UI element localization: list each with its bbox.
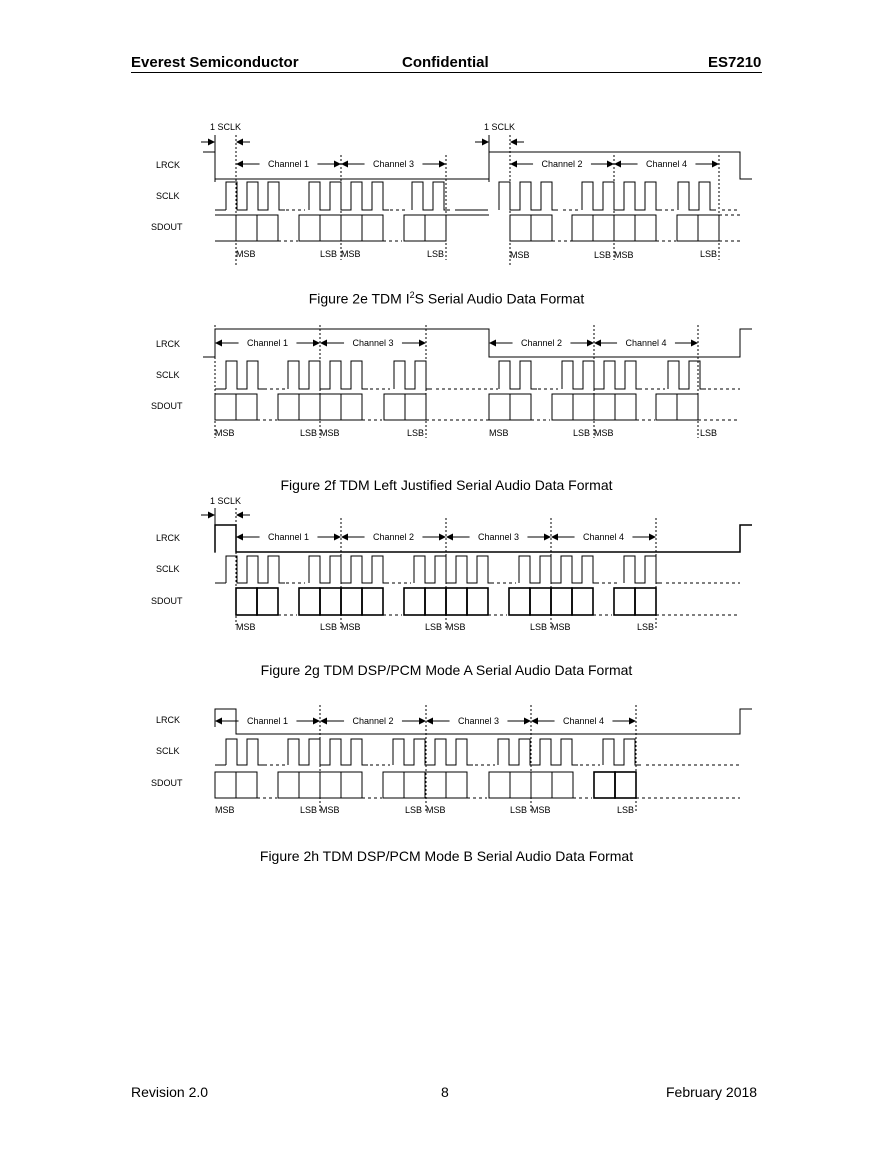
sclk-waveform — [624, 556, 662, 583]
sclk-waveform — [226, 739, 264, 765]
sdout-bit-cell — [551, 588, 572, 615]
sdout-bit-cell — [404, 772, 425, 798]
sclk-label: SCLK — [156, 370, 180, 380]
sdout-bit-cell — [615, 394, 636, 420]
lsb-label: LSB — [425, 622, 443, 632]
sclk-waveform — [678, 182, 716, 210]
sdout-bit-cell — [635, 215, 656, 241]
arrow-left-icon — [215, 718, 222, 725]
footer-date: February 2018 — [666, 1084, 758, 1100]
sdout-bit-cell — [489, 772, 510, 798]
channel-label: Channel 4 — [645, 159, 688, 169]
channel-label: Channel 4 — [625, 338, 667, 348]
sdout-bit-cell — [362, 215, 383, 241]
header-rule — [131, 72, 762, 73]
lrck-label: LRCK — [156, 339, 181, 349]
arrow-left-icon — [215, 340, 222, 347]
channel-label: Channel 2 — [541, 159, 583, 169]
figure-2g-timing-diagram — [0, 490, 893, 635]
sdout-bit-cell — [236, 394, 257, 420]
sclk-waveform — [309, 556, 389, 583]
sclk-waveform — [499, 361, 537, 389]
sdout-bit-cell — [446, 772, 467, 798]
sdout-label: SDOUT — [151, 222, 183, 232]
sdout-bit-cell — [278, 772, 299, 798]
arrow-left-icon — [341, 161, 348, 168]
lsb-label: LSB — [407, 428, 425, 438]
sdout-bit-cell — [236, 215, 257, 241]
arrow-left-icon — [531, 718, 538, 725]
sdout-bit-cell — [341, 772, 362, 798]
channel-label: Channel 3 — [457, 716, 500, 726]
msb-label: MSB — [551, 622, 571, 632]
sdout-bit-cell — [236, 772, 257, 798]
arrow-left-icon — [594, 340, 601, 347]
sclk-waveform — [393, 739, 473, 765]
msb-label: MSB — [426, 805, 446, 815]
msb-label: MSB — [510, 250, 530, 260]
header-part-number: ES7210 — [708, 54, 762, 71]
header-classification: Confidential — [402, 54, 489, 71]
arrow-left-icon — [341, 534, 348, 541]
lsb-label: LSB — [320, 622, 338, 632]
sdout-bit-cell — [635, 588, 656, 615]
arrow-right-icon — [334, 161, 341, 168]
lsb-label: LSB — [300, 428, 318, 438]
sdout-bit-cell — [341, 394, 362, 420]
sdout-bit-cell — [404, 588, 425, 615]
arrow-right-icon — [439, 161, 446, 168]
arrow-left-icon — [446, 534, 453, 541]
sdout-bit-cell — [341, 215, 362, 241]
arrow-left-icon — [236, 534, 243, 541]
sdout-bit-cell — [299, 588, 320, 615]
channel-label: Channel 1 — [246, 716, 289, 726]
arrow-right-icon — [587, 340, 594, 347]
sdout-bit-cell — [656, 394, 677, 420]
sdout-bit-cell — [614, 588, 635, 615]
lrck-label: LRCK — [156, 533, 181, 543]
footer-page-number: 8 — [441, 1084, 449, 1100]
arrow-right-icon — [313, 718, 320, 725]
sclk-waveform — [412, 182, 450, 210]
arrow-left-icon — [236, 139, 243, 146]
sdout-bit-cell — [320, 215, 341, 241]
sdout-bit-cell — [278, 394, 299, 420]
lsb-label: LSB — [427, 249, 445, 259]
msb-label: MSB — [215, 805, 235, 815]
lsb-label: LSB — [510, 805, 528, 815]
sdout-bit-cell — [320, 588, 341, 615]
sdout-bit-cell — [531, 215, 552, 241]
lsb-label: LSB — [530, 622, 548, 632]
footer-revision: Revision 2.0 — [131, 1084, 209, 1100]
msb-label: MSB — [236, 622, 256, 632]
sdout-bit-cell — [510, 394, 531, 420]
channel-label: Channel 4 — [582, 532, 625, 542]
sclk-waveform — [394, 361, 432, 389]
lsb-label: LSB — [700, 249, 718, 259]
sdout-bit-cell — [531, 772, 552, 798]
sdout-bit-cell — [510, 215, 531, 241]
sdout-bit-cell — [425, 588, 446, 615]
sdout-bit-cell — [257, 215, 278, 241]
sclk-label: SCLK — [156, 746, 180, 756]
arrow-right-icon — [544, 534, 551, 541]
sdout-bit-cell — [341, 588, 362, 615]
channel-label: Channel 4 — [562, 716, 605, 726]
sclk-waveform — [582, 182, 662, 210]
arrow-right-icon — [607, 161, 614, 168]
arrow-right-icon — [712, 161, 719, 168]
figure-2e-timing-diagram — [0, 110, 893, 270]
arrow-right-icon — [629, 718, 636, 725]
sdout-bit-cell — [467, 588, 488, 615]
lsb-label: LSB — [405, 805, 423, 815]
sdout-bit-cell — [594, 394, 615, 420]
sdout-bit-cell — [384, 394, 405, 420]
sdout-bit-cell — [215, 394, 236, 420]
sdout-bit-cell — [698, 215, 719, 241]
arrow-right-icon — [208, 139, 215, 146]
arrow-right-icon — [419, 340, 426, 347]
figure-2h-timing-diagram — [0, 700, 893, 820]
sdout-bit-cell — [257, 588, 278, 615]
sdout-bit-cell — [320, 772, 341, 798]
sdout-bit-cell — [530, 588, 551, 615]
sdout-bit-cell — [215, 772, 236, 798]
sclk-label: SCLK — [156, 564, 180, 574]
sdout-bit-cell — [572, 588, 593, 615]
sclk-waveform — [519, 556, 599, 583]
msb-label: MSB — [341, 249, 361, 259]
sdout-bit-cell — [299, 215, 320, 241]
arrow-right-icon — [334, 534, 341, 541]
figure-2f-caption: Figure 2f TDM Left Justified Serial Audio Data Format — [280, 477, 613, 493]
sclk-label: SCLK — [156, 191, 180, 201]
msb-label: MSB — [489, 428, 509, 438]
msb-label: MSB — [594, 428, 614, 438]
lrck-label: LRCK — [156, 160, 181, 170]
sdout-label: SDOUT — [151, 401, 183, 411]
channel-label: Channel 3 — [352, 338, 394, 348]
sdout-bit-cell — [446, 588, 467, 615]
sdout-bit-cell — [552, 394, 573, 420]
arrow-right-icon — [482, 139, 489, 146]
sdout-bit-cell — [594, 772, 615, 798]
sdout-bit-cell — [677, 394, 698, 420]
msb-label: MSB — [531, 805, 551, 815]
arrow-left-icon — [320, 718, 327, 725]
sdout-label: SDOUT — [151, 596, 183, 606]
figure-2f-timing-diagram — [0, 320, 893, 445]
sclk-waveform — [499, 182, 558, 210]
channel-label: Channel 1 — [267, 532, 310, 542]
sclk-waveform — [498, 739, 578, 765]
sdout-bit-cell — [299, 394, 320, 420]
arrow-right-icon — [691, 340, 698, 347]
msb-label: MSB — [341, 622, 361, 632]
sdout-bit-cell — [489, 394, 510, 420]
lsb-label: LSB — [637, 622, 655, 632]
arrow-left-icon — [320, 340, 327, 347]
figure-2g-caption: Figure 2g TDM DSP/PCM Mode A Serial Audio Data Format — [260, 662, 633, 678]
arrow-left-icon — [510, 139, 517, 146]
channel-label: Channel 2 — [520, 338, 563, 348]
sdout-bit-cell — [425, 215, 446, 241]
lsb-label: LSB — [617, 805, 635, 815]
channel-label: Channel 3 — [477, 532, 520, 542]
sdout-bit-cell — [615, 772, 636, 798]
sdout-bit-cell — [299, 772, 320, 798]
sdout-bit-cell — [552, 772, 573, 798]
sdout-bit-cell — [404, 215, 425, 241]
arrow-right-icon — [419, 718, 426, 725]
arrow-left-icon — [551, 534, 558, 541]
arrow-left-icon — [426, 718, 433, 725]
figure-2h-caption: Figure 2h TDM DSP/PCM Mode B Serial Audio Data Format — [259, 848, 634, 864]
one-sclk-label: 1 SCLK — [210, 496, 242, 506]
msb-label: MSB — [215, 428, 235, 438]
channel-label: Channel 1 — [246, 338, 289, 348]
sdout-bit-cell — [509, 588, 530, 615]
arrow-right-icon — [524, 718, 531, 725]
sclk-waveform — [226, 182, 285, 210]
sdout-bit-cell — [573, 394, 594, 420]
msb-label: MSB — [236, 249, 256, 259]
one-sclk-label: 1 SCLK — [210, 122, 242, 132]
arrow-left-icon — [236, 512, 243, 519]
header-company: Everest Semiconductor — [131, 54, 299, 71]
arrow-left-icon — [510, 161, 517, 168]
sclk-waveform — [309, 182, 389, 210]
sdout-bit-cell — [236, 588, 257, 615]
lrck-label: LRCK — [156, 715, 181, 725]
sdout-bit-cell — [405, 394, 426, 420]
sclk-waveform — [226, 361, 264, 389]
sdout-bit-cell — [425, 772, 446, 798]
one-sclk-label: 1 SCLK — [484, 122, 516, 132]
sclk-waveform — [414, 556, 494, 583]
channel-label: Channel 3 — [372, 159, 415, 169]
msb-label: MSB — [320, 805, 340, 815]
msb-label: MSB — [446, 622, 466, 632]
arrow-right-icon — [313, 340, 320, 347]
caption-superscript: 2 — [409, 290, 415, 300]
figure-2e-caption: Figure 2e TDM $I^2S$ Serial Audio Data Format — [308, 290, 585, 307]
sclk-waveform — [226, 556, 285, 583]
lsb-label: LSB — [700, 428, 718, 438]
arrow-right-icon — [649, 534, 656, 541]
sclk-waveform — [603, 739, 641, 765]
channel-label: Channel 2 — [352, 716, 394, 726]
lsb-label: LSB — [594, 250, 612, 260]
sdout-bit-cell — [383, 772, 404, 798]
sclk-waveform — [668, 361, 706, 389]
sdout-bit-cell — [320, 394, 341, 420]
arrow-right-icon — [208, 512, 215, 519]
sdout-bit-cell — [593, 215, 614, 241]
msb-label: MSB — [614, 250, 634, 260]
lsb-label: LSB — [573, 428, 591, 438]
channel-label: Channel 2 — [372, 532, 415, 542]
sclk-waveform — [562, 361, 642, 389]
sdout-bit-cell — [362, 588, 383, 615]
sdout-bit-cell — [677, 215, 698, 241]
sclk-waveform — [288, 739, 368, 765]
arrow-left-icon — [489, 340, 496, 347]
msb-label: MSB — [320, 428, 340, 438]
sdout-label: SDOUT — [151, 778, 183, 788]
arrow-right-icon — [439, 534, 446, 541]
arrow-left-icon — [614, 161, 621, 168]
sdout-bit-cell — [614, 215, 635, 241]
arrow-left-icon — [236, 161, 243, 168]
sdout-bit-cell — [510, 772, 531, 798]
channel-label: Channel 1 — [267, 159, 310, 169]
lsb-label: LSB — [320, 249, 338, 259]
sdout-bit-cell — [572, 215, 593, 241]
sclk-waveform — [288, 361, 368, 389]
lsb-label: LSB — [300, 805, 318, 815]
